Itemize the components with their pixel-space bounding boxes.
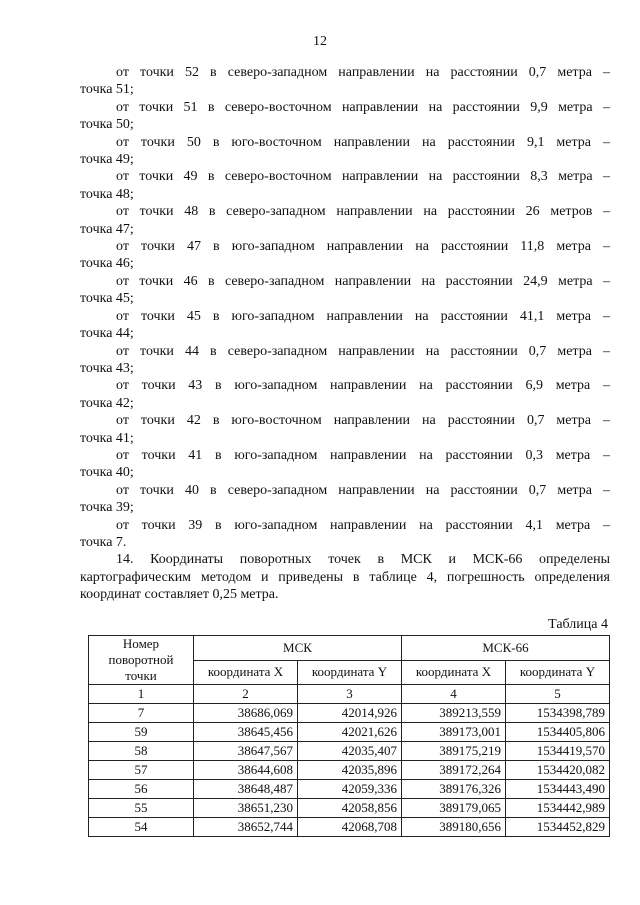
route-segment-end-point: точка 48; [80,186,134,202]
route-segment-end-point: точка 47; [80,221,134,237]
header-msk66-y: координата Y [506,660,610,685]
header-msk-x: координата X [194,660,298,685]
msk66-y-cell: 1534398,789 [506,704,610,723]
header-msk-y: координата Y [298,660,402,685]
table-caption: Таблица 4 [548,617,608,632]
route-segment-end-point: точка 41; [80,430,134,446]
col-index: 3 [298,685,402,704]
route-segment [80,273,610,308]
msk-x-cell: 38652,744 [194,818,298,837]
msk66-y-cell: 1534443,490 [506,780,610,799]
route-segment-text: от точки 48 в северо-западном направлении на расстоянии 26 метров – [116,204,610,220]
msk66-x-cell: 389172,264 [402,761,506,780]
document-body [80,64,610,604]
route-segment-text: от точки 40 в северо-западном направлении на расстоянии 0,7 метра – [116,482,610,498]
coordinates-table [88,635,610,837]
page-number: 12 [313,34,327,49]
msk-y-cell: 42035,896 [298,761,402,780]
route-segment-end-point: точка 51; [80,82,134,98]
route-segment-end-point: точка 45; [80,291,134,307]
msk-x-cell: 38686,069 [194,704,298,723]
table-row [89,742,610,761]
route-segment-text: от точки 45 в юго-западном направлении на расстоянии 41,1 метра – [116,308,610,324]
route-segment-end-point: точка 46; [80,256,134,272]
route-segment [80,308,610,343]
route-segment-text: от точки 41 в юго-западном направлении на расстоянии 0,3 метра – [116,447,610,463]
col-index: 4 [402,685,506,704]
col-index: 1 [89,685,194,704]
msk66-x-cell: 389173,001 [402,723,506,742]
msk-y-cell: 42021,626 [298,723,402,742]
table-row [89,723,610,742]
msk66-y-cell: 1534405,806 [506,723,610,742]
route-segment [80,517,610,552]
route-segment [80,238,610,273]
point-number-cell: 56 [89,780,194,799]
table-body [89,704,610,837]
route-segment-list [80,64,610,551]
route-segment [80,377,610,412]
point-number-cell: 55 [89,799,194,818]
route-segment-end-point: точка 50; [80,117,134,133]
table-row [89,761,610,780]
route-segment [80,447,610,482]
point-number-cell: 59 [89,723,194,742]
point-number-cell: 58 [89,742,194,761]
route-segment-end-point: точка 42; [80,395,134,411]
msk66-y-cell: 1534420,082 [506,761,610,780]
route-segment-end-point: точка 44; [80,326,134,342]
paragraph-14: 14. Координаты поворотных точек в МСК и МСК-66 определены картографическим методом и приведены в таблице 4, погрешность определения координат составляет 0,25 метра. [80,552,610,603]
msk66-y-cell: 1534452,829 [506,818,610,837]
msk66-y-cell: 1534419,570 [506,742,610,761]
route-segment-text: от точки 46 в северо-западном направлении на расстоянии 24,9 метра – [116,273,610,289]
table-row [89,799,610,818]
msk-x-cell: 38651,230 [194,799,298,818]
msk66-x-cell: 389175,219 [402,742,506,761]
route-segment-end-point: точка 7. [80,534,127,550]
header-number: Номер поворотной точки [89,636,194,685]
table-header-row [89,636,610,661]
msk-x-cell: 38647,567 [194,742,298,761]
col-index: 5 [506,685,610,704]
route-segment-text: от точки 49 в северо-восточном направлении на расстоянии 8,3 метра – [116,169,610,185]
route-segment [80,99,610,134]
msk-y-cell: 42059,336 [298,780,402,799]
col-index: 2 [194,685,298,704]
route-segment-text: от точки 52 в северо-западном направлении на расстоянии 0,7 метра – [116,65,610,80]
msk66-x-cell: 389179,065 [402,799,506,818]
route-segment [80,64,610,99]
route-segment-text: от точки 51 в северо-восточном направлении на расстоянии 9,9 метра – [116,99,610,115]
point-number-cell: 54 [89,818,194,837]
msk-y-cell: 42068,708 [298,818,402,837]
route-segment-end-point: точка 43; [80,360,134,376]
msk-y-cell: 42014,926 [298,704,402,723]
route-segment [80,412,610,447]
route-segment [80,482,610,517]
route-segment-text: от точки 39 в юго-западном направлении на расстоянии 4,1 метра – [116,517,610,533]
msk66-x-cell: 389176,326 [402,780,506,799]
msk66-x-cell: 389180,656 [402,818,506,837]
route-segment-end-point: точка 40; [80,465,134,481]
msk-x-cell: 38644,608 [194,761,298,780]
route-segment [80,134,610,169]
msk-x-cell: 38648,487 [194,780,298,799]
table-row [89,780,610,799]
msk-y-cell: 42035,407 [298,742,402,761]
route-segment-text: от точки 42 в юго-восточном направлении на расстоянии 0,7 метра – [116,413,610,429]
route-segment-end-point: точка 39; [80,500,134,516]
header-msk66-x: координата X [402,660,506,685]
route-segment-text: от точки 47 в юго-западном направлении на расстоянии 11,8 метра – [116,239,610,255]
msk-y-cell: 42058,856 [298,799,402,818]
route-segment-text: от точки 50 в юго-восточном направлении на расстоянии 9,1 метра – [116,134,610,150]
route-segment [80,168,610,203]
msk-x-cell: 38645,456 [194,723,298,742]
route-segment-text: от точки 43 в юго-западном направлении на расстоянии 6,9 метра – [116,378,610,394]
route-segment [80,203,610,238]
route-segment [80,343,610,378]
msk66-x-cell: 389213,559 [402,704,506,723]
msk66-y-cell: 1534442,989 [506,799,610,818]
point-number-cell: 7 [89,704,194,723]
header-msk: МСК [194,636,402,661]
point-number-cell: 57 [89,761,194,780]
table-index-row [89,685,610,704]
route-segment-text: от точки 44 в северо-западном направлении на расстоянии 0,7 метра – [116,343,610,359]
route-segment-end-point: точка 49; [80,152,134,168]
table-row [89,818,610,837]
table-row [89,704,610,723]
header-msk66: МСК-66 [402,636,610,661]
